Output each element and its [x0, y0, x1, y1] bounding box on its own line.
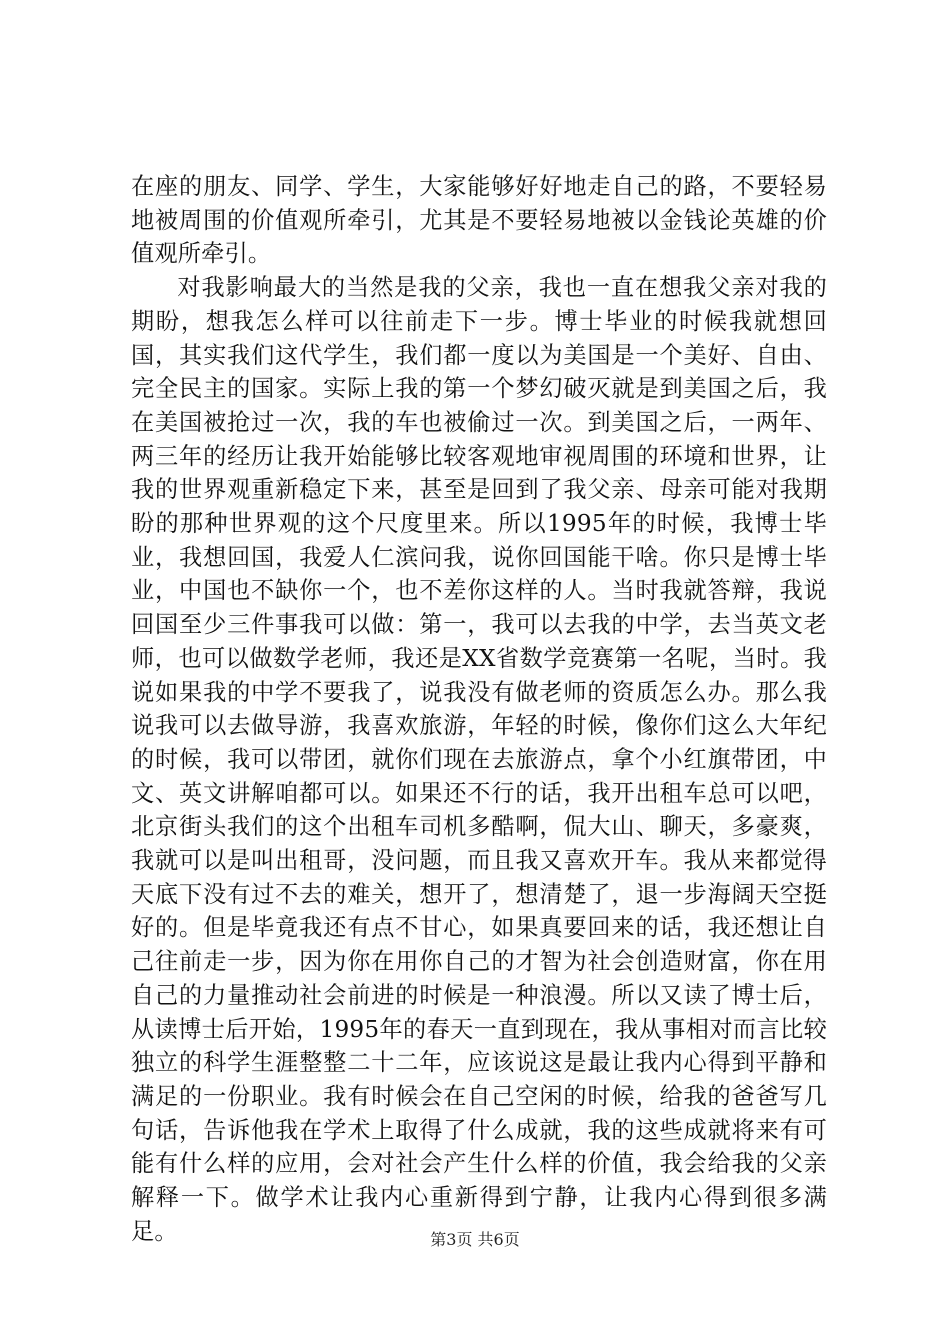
- page-number: 第3页 共6页: [430, 1230, 520, 1249]
- body-text: [131, 170, 827, 1249]
- paragraph-1: 在座的朋友、同学、学生，大家能够好好地走自己的路，不要轻易地被周围的价值观所牵引，尤其是不要轻易地被以金钱论英雄的价值观所牵引。: [131, 173, 827, 268]
- page-footer: [0, 1230, 950, 1250]
- paragraph-2: 对我影响最大的当然是我的父亲，我也一直在想我父亲对我的期盼，想我怎么样可以往前走下一步。博士毕业的时候我就想回国，其实我们这代学生，我们都一度以为美国是一个美好、自由、完全民主的国家。实际上我的第一个梦幻破灭就是到美国之后，我在美国被抢过一次，我的车也被偷过一次。到美国之后，一两年、两三年的经历让我开始能够比较客观地审视周围的环境和世界，让我的世界观重新稳定下来，甚至是回到了我父亲、母亲可能对我期盼的那种世界观的这个尺度里来。所以1995年的时候，我博士毕业，我想回国，我爱人仁滨问我，说你回国能干啥。你只是博士毕业，中国也不缺你一个，也不差你这样的人。当时我就答辩，我说回国至少三件事我可以做：第一，我可以去我的中学，去当英文老师，也可以做数学老师，我还是XX省数学竞赛第一名呢，当时。我说如果我的中学不要我了，说我没有做老师的资质怎么办。那么我说我可以去做导游，我喜欢旅游，年轻的时候，像你们这么大年纪的时候，我可以带团，就你们现在去旅游点，拿个小红旗带团，中文、英文讲解咱都可以。如果还不行的话，我开出租车总可以吧，北京街头我们的这个出租车司机多酷啊，侃大山、聊天，多豪爽，我就可以是叫出租哥，没问题，而且我又喜欢开车。我从来都觉得天底下没有过不去的难关，想开了，想清楚了，退一步海阔天空挺好的。但是毕竟我还有点不甘心，如果真要回来的话，我还想让自己往前走一步，因为你在用你自己的才智为社会创造财富，你在用自己的力量推动社会前进的时候是一种浪漫。所以又读了博士后，从读博士后开始，1995年的春天一直到现在，我从事相对而言比较独立的科学生涯整整二十二年，应该说这是最让我内心得到平静和满足的一份职业。我有时候会在自己空闲的时候，给我的爸爸写几句话，告诉他我在学术上取得了什么成就，我的这些成就将来有可能有什么样的应用，会对社会产生什么样的价值，我会给我的父亲解释一下。做学术让我内心重新得到宁静，让我内心得到很多满足。: [131, 274, 827, 1245]
